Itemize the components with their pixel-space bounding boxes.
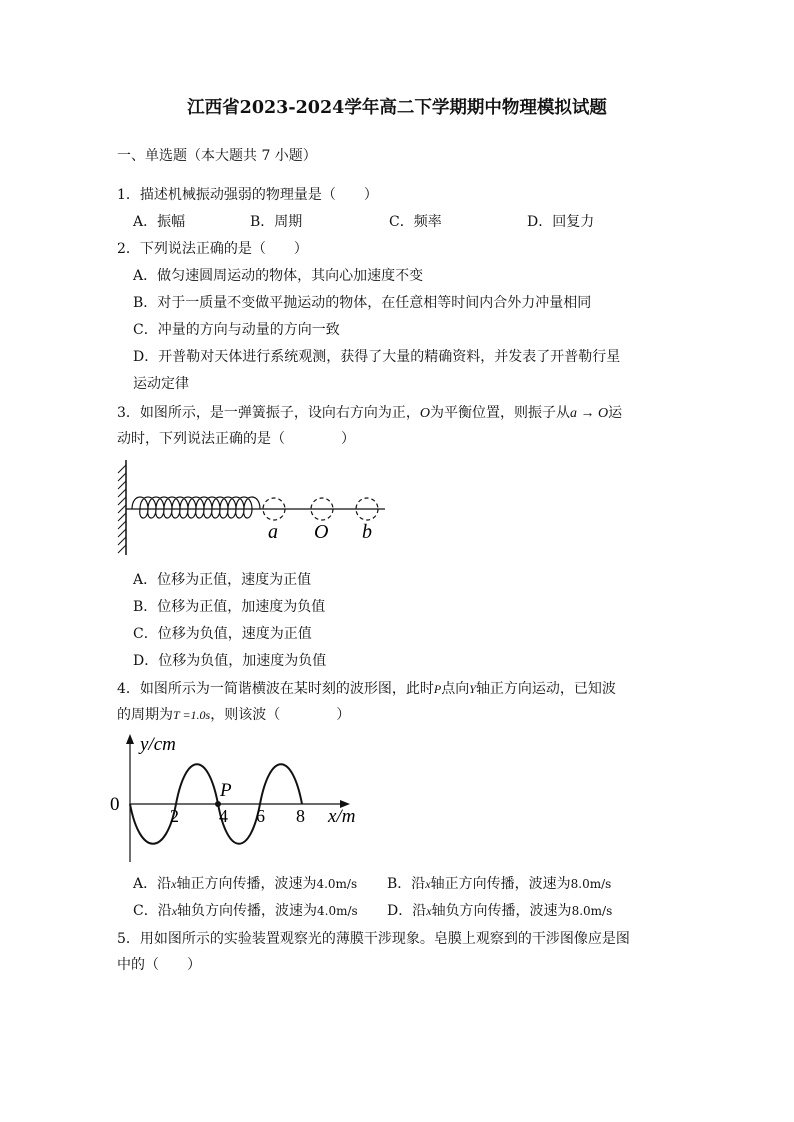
q3-option-a: A．位移为正值，速度为正值: [133, 572, 312, 588]
q2-option-d-cont: 运动定律: [133, 376, 189, 392]
q4-stem-line2: 的周期为T =1.0s，则该波（ ）: [117, 707, 351, 723]
q2-option-b: B．对于一质量不变做平抛运动的物体，在任意相等时间内合外力冲量相同: [133, 295, 592, 311]
y-axis-arrow: [126, 734, 134, 744]
x-axis-label: x/m: [328, 806, 356, 827]
q3-option-c: C．位移为负值，速度为正值: [133, 626, 312, 642]
section-heading: 一、单选题（本大题共 7 小题）: [117, 148, 317, 164]
q2-option-a: A．做匀速圆周运动的物体，其向心加速度不变: [133, 268, 424, 284]
q2-option-d: D．开普勒对天体进行系统观测，获得了大量的精确资料，并发表了开普勒行星: [133, 349, 621, 365]
q5-stem-line1: 5．用如图所示的实验装置观察光的薄膜干涉现象。皂膜上观察到的干涉图像应是图: [117, 931, 630, 947]
q4-option-a: A．沿x轴正方向传播，波速为4.0m/s: [133, 876, 358, 892]
tick-6: 6: [256, 806, 265, 826]
q3-option-b: B．位移为正值，加速度为负值: [133, 599, 326, 615]
q1-option-d: D．回复力: [527, 214, 595, 230]
q1-option-b: B．周期: [250, 214, 303, 230]
q2-stem: 2．下列说法正确的是（ ）: [117, 241, 308, 257]
q5-stem-line2: 中的（ ）: [117, 957, 201, 973]
q4-option-d: D．沿x轴负方向传播，波速为8.0m/s: [387, 903, 613, 919]
page-title: 江西省2023-2024学年高二下学期期中物理模拟试题: [187, 98, 607, 118]
label-b: b: [362, 521, 372, 543]
wall-hatching: [118, 465, 126, 553]
tick-8: 8: [296, 806, 305, 826]
tick-4: 4: [219, 806, 228, 826]
wave-graph-figure: [110, 728, 370, 868]
label-a: a: [268, 521, 278, 543]
y-axis-label: y/cm: [140, 734, 176, 755]
q4-option-c: C．沿x轴负方向传播，波速为4.0m/s: [133, 903, 358, 919]
q1-stem: 1．描述机械振动强弱的物理量是（ ）: [117, 187, 378, 203]
q3-stem-line1: 3．如图所示，是一弹簧振子，设向右方向为正，O为平衡位置，则振子从a → O运: [117, 405, 623, 421]
q1-option-c: C．频率: [389, 214, 442, 230]
spring-oscillator-figure: [110, 455, 400, 560]
q4-option-b: B．沿x轴正方向传播，波速为8.0m/s: [387, 876, 612, 892]
q2-option-c: C．冲量的方向与动量的方向一致: [133, 322, 340, 338]
point-P-label: P: [220, 780, 232, 801]
label-O: O: [314, 521, 329, 543]
origin-label: 0: [110, 794, 120, 815]
q3-option-d: D．位移为负值，加速度为负值: [133, 653, 327, 669]
q3-stem-line2: 动时，下列说法正确的是（ ）: [117, 431, 355, 447]
q1-option-a: A．振幅: [133, 214, 186, 230]
tick-2: 2: [170, 806, 179, 826]
q4-stem-line1: 4．如图所示为一简谐横波在某时刻的波形图，此时P点向Y轴正方向运动，已知波: [117, 681, 616, 697]
spring-coil: [132, 497, 260, 518]
